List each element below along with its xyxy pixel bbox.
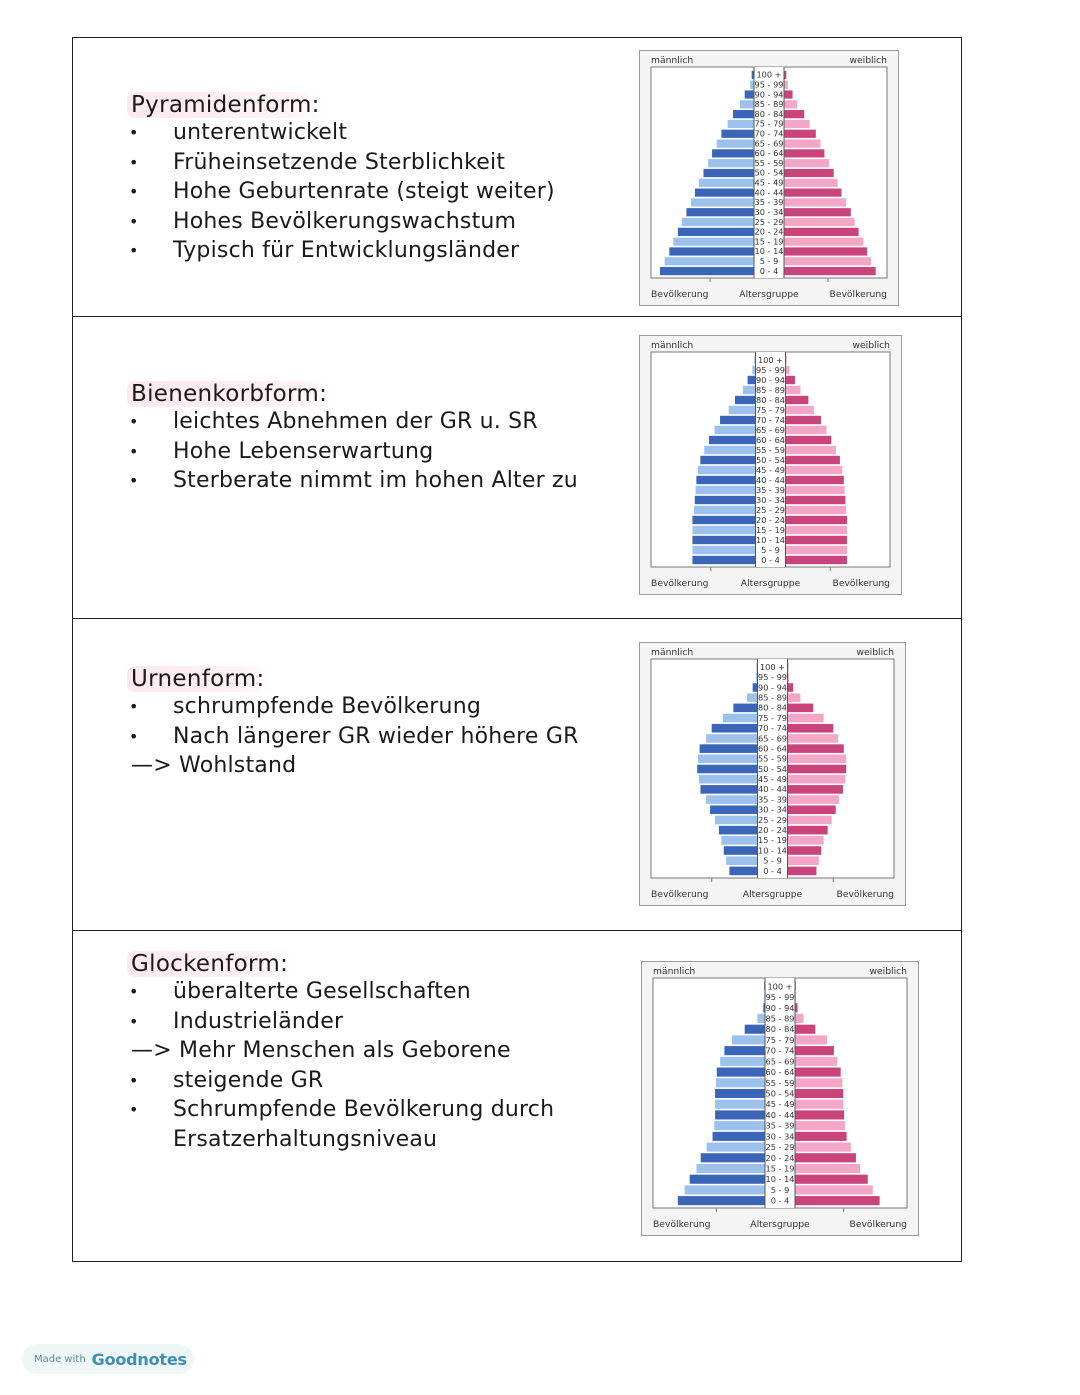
- male-bar: [678, 1196, 765, 1205]
- female-bar: [786, 426, 827, 434]
- age-group-label: 70 - 74: [754, 128, 784, 139]
- male-bar: [700, 744, 758, 753]
- age-group-label: 55 - 59: [756, 444, 785, 455]
- made-with-goodnotes-badge: [22, 1344, 194, 1374]
- male-bar: [721, 836, 757, 845]
- age-group-label: 20 - 24: [754, 226, 784, 237]
- male-bar: [692, 526, 755, 534]
- age-group-label: 40 - 44: [754, 187, 784, 198]
- female-bar: [788, 826, 828, 835]
- age-group-label: 15 - 19: [756, 524, 785, 535]
- age-group-label: 30 - 34: [754, 206, 784, 217]
- female-label: weiblich: [856, 647, 894, 658]
- male-bar: [719, 826, 758, 835]
- age-group-label: 100 +: [757, 354, 784, 365]
- male-bar: [733, 110, 754, 118]
- age-group-label: 95 - 99: [758, 672, 787, 683]
- age-group-label: 35 - 39: [758, 794, 787, 805]
- age-group-label: 95 - 99: [756, 364, 785, 375]
- female-bar: [795, 1110, 844, 1119]
- female-bar: [788, 846, 822, 855]
- male-bar: [685, 1185, 765, 1194]
- female-bar: [786, 506, 847, 514]
- age-group-label: 55 - 59: [758, 753, 787, 764]
- note-line: • überalterte Gesellschaften: [131, 977, 554, 1007]
- female-bar: [795, 1121, 845, 1130]
- male-bar: [713, 1132, 765, 1141]
- female-bar: [784, 189, 841, 197]
- female-bar: [784, 267, 876, 275]
- male-bar: [690, 1175, 765, 1184]
- female-bar: [786, 376, 795, 384]
- male-bar: [710, 805, 757, 814]
- age-group-label: 45 - 49: [765, 1099, 795, 1110]
- age-group-label: 60 - 64: [765, 1067, 795, 1078]
- age-group-label: 95 - 99: [754, 79, 784, 90]
- female-bar: [786, 536, 848, 544]
- female-bar: [786, 446, 836, 454]
- male-bar: [715, 1100, 765, 1109]
- female-bar: [786, 526, 848, 534]
- female-label: weiblich: [869, 966, 907, 977]
- age-group-label: 50 - 54: [758, 763, 787, 774]
- male-bar: [698, 466, 756, 474]
- age-group-label: 45 - 49: [756, 464, 785, 475]
- age-group-label: 80 - 84: [754, 108, 784, 119]
- female-bar: [795, 1153, 856, 1162]
- male-bar: [715, 426, 756, 434]
- male-bar: [721, 130, 754, 138]
- male-bar: [729, 406, 756, 414]
- female-bar: [788, 693, 801, 702]
- goodnotes-logo: Goodnotes: [91, 1349, 187, 1369]
- section-heading: Bienenkorbform:: [127, 381, 333, 407]
- age-group-label: 70 - 74: [765, 1045, 795, 1056]
- note-line: • Nach längerer GR wieder höhere GR: [131, 722, 579, 752]
- population-axis-label: Bevölkerung: [653, 1219, 711, 1230]
- age-group-label: 35 - 39: [754, 197, 784, 208]
- female-bar: [795, 1100, 843, 1109]
- male-bar: [696, 1164, 765, 1173]
- female-bar: [795, 1132, 847, 1141]
- pyramid-chart-glockenform: [641, 961, 919, 1236]
- age-group-label: 90 - 94: [754, 89, 784, 100]
- male-bar: [699, 179, 754, 187]
- female-bar: [788, 724, 834, 733]
- female-bar: [795, 1175, 868, 1184]
- female-bar: [788, 836, 824, 845]
- age-group-label: 75 - 79: [756, 404, 785, 415]
- male-bar: [698, 755, 757, 764]
- female-bar: [784, 257, 871, 265]
- female-bar: [795, 1046, 834, 1055]
- age-group-label: 0 - 4: [759, 265, 779, 276]
- age-group-label: 15 - 19: [754, 236, 784, 247]
- female-bar: [784, 198, 846, 206]
- female-bar: [786, 476, 844, 484]
- female-bar: [795, 1078, 842, 1087]
- female-bar: [784, 247, 867, 255]
- age-group-label: 5 - 9: [763, 855, 782, 866]
- population-axis-label: Bevölkerung: [651, 289, 709, 300]
- male-bar: [665, 257, 754, 265]
- male-bar: [696, 486, 756, 494]
- age-group-label: 20 - 24: [765, 1152, 795, 1163]
- female-bar: [784, 159, 829, 167]
- female-bar: [795, 1014, 803, 1023]
- male-bar: [692, 556, 755, 564]
- male-bar: [753, 683, 758, 692]
- male-bar: [748, 376, 756, 384]
- age-group-label: 35 - 39: [765, 1120, 795, 1131]
- male-bar: [728, 120, 754, 128]
- male-label: männlich: [651, 647, 694, 658]
- female-bar: [784, 130, 816, 138]
- note-line: • Früheinsetzende Sterblichkeit: [131, 148, 555, 178]
- male-bar: [716, 1078, 765, 1087]
- age-group-label: 60 - 64: [758, 743, 787, 754]
- age-group-label: 35 - 39: [756, 484, 785, 495]
- male-label: männlich: [653, 966, 696, 977]
- note-line: • leichtes Abnehmen der GR u. SR: [131, 407, 578, 437]
- female-bar: [786, 546, 848, 554]
- male-bar: [723, 714, 758, 723]
- age-group-label: 80 - 84: [758, 702, 787, 713]
- male-bar: [692, 516, 755, 524]
- male-bar: [745, 90, 754, 98]
- age-group-label: 65 - 69: [758, 733, 787, 744]
- female-bar: [795, 1035, 827, 1044]
- age-group-label: 45 - 49: [758, 774, 787, 785]
- male-bar: [706, 795, 757, 804]
- age-group-label: 65 - 69: [756, 424, 785, 435]
- age-group-label: 40 - 44: [758, 784, 787, 795]
- female-bar: [784, 208, 851, 216]
- male-bar: [714, 1121, 765, 1130]
- female-bar: [784, 238, 863, 246]
- population-axis-label: Bevölkerung: [836, 889, 894, 900]
- age-group-label: 70 - 74: [758, 723, 787, 734]
- male-bar: [717, 139, 754, 147]
- age-group-label: 30 - 34: [756, 494, 785, 505]
- female-bar: [788, 785, 843, 794]
- section-notes: [131, 92, 555, 266]
- age-group-label: 40 - 44: [756, 474, 785, 485]
- age-group-label: 5 - 9: [770, 1184, 790, 1195]
- female-bar: [788, 683, 794, 692]
- age-group-label: 0 - 4: [770, 1195, 790, 1206]
- age-group-label: 80 - 84: [765, 1024, 795, 1035]
- male-bar: [695, 496, 756, 504]
- female-bar: [795, 1196, 880, 1205]
- male-bar: [694, 506, 756, 514]
- age-group-label: 85 - 89: [765, 1013, 795, 1024]
- male-bar: [712, 724, 758, 733]
- female-bar: [786, 436, 832, 444]
- male-bar: [699, 775, 758, 784]
- age-group-label: 55 - 59: [765, 1077, 795, 1088]
- male-bar: [717, 1068, 765, 1077]
- age-group-label: 15 - 19: [765, 1163, 795, 1174]
- age-group-label: 50 - 54: [756, 454, 785, 465]
- age-group-label: 75 - 79: [754, 118, 784, 129]
- male-bar: [669, 247, 754, 255]
- note-line: —> Wohlstand: [131, 753, 297, 778]
- male-bar: [715, 1110, 765, 1119]
- male-bar: [735, 396, 756, 404]
- age-group-label: 55 - 59: [754, 157, 784, 168]
- female-label: weiblich: [852, 340, 890, 351]
- male-bar: [704, 169, 755, 177]
- age-group-label: 90 - 94: [765, 1002, 795, 1013]
- female-bar: [788, 704, 814, 713]
- female-bar: [788, 765, 847, 774]
- female-bar: [784, 179, 838, 187]
- age-group-label: 100 +: [756, 69, 782, 80]
- female-bar: [786, 406, 814, 414]
- male-bar: [686, 208, 754, 216]
- female-bar: [784, 110, 804, 118]
- female-bar: [786, 366, 790, 374]
- male-bar: [733, 704, 757, 713]
- section-heading: Urnenform:: [127, 666, 271, 692]
- age-group-label: 25 - 29: [756, 504, 785, 515]
- note-line: —> Mehr Menschen als Geborene: [131, 1038, 511, 1063]
- population-axis-label: Bevölkerung: [651, 889, 709, 900]
- note-line: • Sterberate nimmt im hohen Alter zu: [131, 466, 578, 496]
- male-bar: [706, 734, 757, 743]
- population-axis-label: Bevölkerung: [849, 1219, 907, 1230]
- male-bar: [729, 867, 757, 876]
- female-bar: [784, 120, 810, 128]
- age-group-label: 90 - 94: [756, 374, 785, 385]
- male-bar: [726, 856, 757, 865]
- age-group-label: 10 - 14: [758, 845, 787, 856]
- age-group-label: 15 - 19: [758, 835, 787, 846]
- male-bar: [673, 238, 754, 246]
- female-bar: [788, 775, 846, 784]
- female-bar: [784, 169, 834, 177]
- age-group-axis-label: Altersgruppe: [739, 289, 799, 300]
- age-group-label: 40 - 44: [765, 1109, 795, 1120]
- age-group-label: 75 - 79: [765, 1034, 795, 1045]
- note-line: • Industrieländer: [131, 1007, 554, 1037]
- female-bar: [795, 1185, 873, 1194]
- age-group-label: 100 +: [759, 661, 786, 672]
- age-group-label: 0 - 4: [761, 554, 780, 565]
- age-group-label: 80 - 84: [756, 394, 785, 405]
- age-group-label: 50 - 54: [765, 1088, 795, 1099]
- age-group-label: 90 - 94: [758, 682, 787, 693]
- female-bar: [786, 416, 821, 424]
- age-group-axis-label: Altersgruppe: [740, 578, 801, 589]
- male-bar: [720, 416, 755, 424]
- male-bar: [712, 149, 754, 157]
- male-label: männlich: [651, 340, 694, 351]
- male-bar: [715, 816, 758, 825]
- male-bar: [700, 456, 755, 464]
- female-bar: [788, 805, 836, 814]
- female-bar: [786, 456, 840, 464]
- age-group-label: 45 - 49: [754, 177, 784, 188]
- female-bar: [784, 90, 793, 98]
- female-bar: [786, 516, 848, 524]
- female-bar: [788, 734, 839, 743]
- male-bar: [682, 218, 754, 226]
- male-bar: [750, 81, 754, 89]
- made-with-label: Made with: [34, 1353, 86, 1365]
- age-group-label: 85 - 89: [754, 99, 784, 110]
- female-bar: [784, 149, 824, 157]
- age-group-label: 10 - 14: [756, 534, 785, 545]
- age-group-label: 85 - 89: [756, 384, 785, 395]
- male-bar: [747, 693, 757, 702]
- female-bar: [788, 856, 819, 865]
- male-bar: [692, 546, 755, 554]
- note-line: • Schrumpfende Bevölkerung durch: [131, 1095, 554, 1125]
- age-group-label: 10 - 14: [754, 246, 784, 257]
- pyramid-chart-pyramidenform: [639, 50, 899, 306]
- female-bar: [786, 556, 848, 564]
- male-bar: [724, 1046, 765, 1055]
- age-group-label: 25 - 29: [758, 814, 787, 825]
- age-group-label: 65 - 69: [765, 1056, 795, 1067]
- note-line: • schrumpfende Bevölkerung: [131, 692, 579, 722]
- note-line: • Hohes Bevölkerungswachstum: [131, 207, 555, 237]
- male-bar: [700, 785, 757, 794]
- female-bar: [788, 816, 832, 825]
- male-bar: [743, 386, 756, 394]
- age-group-label: 70 - 74: [756, 414, 785, 425]
- male-bar: [740, 100, 754, 108]
- note-line: • unterentwickelt: [131, 118, 555, 148]
- male-bar: [660, 267, 754, 275]
- age-group-label: 10 - 14: [765, 1174, 795, 1185]
- age-group-axis-label: Altersgruppe: [750, 1219, 810, 1230]
- female-bar: [784, 228, 859, 236]
- age-group-label: 60 - 64: [754, 148, 784, 159]
- age-group-label: 30 - 34: [758, 804, 787, 815]
- female-bar: [788, 795, 839, 804]
- age-group-label: 0 - 4: [763, 865, 782, 876]
- age-group-axis-label: Altersgruppe: [742, 889, 803, 900]
- male-bar: [709, 436, 756, 444]
- section-notes: [131, 666, 579, 781]
- age-group-label: 100 +: [767, 981, 793, 992]
- age-group-label: 60 - 64: [756, 434, 785, 445]
- section-heading: Glockenform:: [127, 951, 294, 977]
- male-bar: [707, 1143, 765, 1152]
- female-bar: [795, 1057, 837, 1066]
- note-line: • steigende GR: [131, 1066, 554, 1096]
- female-bar: [795, 1143, 851, 1152]
- pyramid-chart-bienenkorbform: [639, 335, 902, 595]
- male-bar: [720, 1057, 765, 1066]
- note-line: Ersatzerhaltungsniveau: [173, 1126, 438, 1152]
- age-group-label: 25 - 29: [754, 216, 784, 227]
- male-bar: [696, 476, 755, 484]
- male-bar: [697, 765, 757, 774]
- population-axis-label: Bevölkerung: [651, 578, 709, 589]
- age-group-label: 5 - 9: [759, 256, 779, 267]
- note-line: • Hohe Geburtenrate (steigt weiter): [131, 177, 555, 207]
- female-bar: [786, 466, 843, 474]
- female-bar: [795, 1025, 815, 1034]
- age-group-label: 95 - 99: [765, 992, 795, 1003]
- population-axis-label: Bevölkerung: [829, 289, 887, 300]
- female-bar: [788, 714, 824, 723]
- male-bar: [715, 1089, 765, 1098]
- male-bar: [708, 159, 754, 167]
- female-bar: [788, 744, 844, 753]
- female-bar: [784, 81, 788, 89]
- male-label: männlich: [651, 55, 694, 66]
- pyramid-chart-urnenform: [639, 642, 906, 906]
- female-bar: [788, 867, 817, 876]
- female-bar: [784, 139, 821, 147]
- female-bar: [784, 100, 797, 108]
- female-bar: [786, 486, 845, 494]
- female-bar: [786, 496, 846, 504]
- male-bar: [724, 846, 758, 855]
- age-group-label: 85 - 89: [758, 692, 787, 703]
- male-bar: [678, 228, 754, 236]
- female-bar: [788, 755, 847, 764]
- female-bar: [784, 218, 855, 226]
- age-group-label: 25 - 29: [765, 1142, 795, 1153]
- age-group-label: 75 - 79: [758, 712, 787, 723]
- female-bar: [786, 386, 801, 394]
- female-bar: [795, 1068, 841, 1077]
- male-bar: [745, 1025, 765, 1034]
- age-group-label: 20 - 24: [756, 514, 785, 525]
- age-group-label: 65 - 69: [754, 138, 784, 149]
- female-bar: [795, 1164, 860, 1173]
- section-notes: [131, 951, 554, 1154]
- female-label: weiblich: [849, 55, 887, 66]
- age-group-label: 20 - 24: [758, 824, 787, 835]
- age-group-label: 30 - 34: [765, 1131, 795, 1142]
- age-group-label: 5 - 9: [761, 544, 780, 555]
- population-axis-label: Bevölkerung: [832, 578, 890, 589]
- section-notes: [131, 381, 578, 496]
- female-bar: [795, 1089, 843, 1098]
- male-bar: [695, 189, 754, 197]
- male-bar: [704, 446, 755, 454]
- male-bar: [757, 1014, 765, 1023]
- male-bar: [732, 1035, 765, 1044]
- note-line: • Typisch für Entwicklungsländer: [131, 236, 555, 266]
- age-group-label: 50 - 54: [754, 167, 784, 178]
- female-bar: [786, 396, 809, 404]
- male-bar: [692, 536, 755, 544]
- section-heading: Pyramidenform:: [127, 92, 326, 118]
- note-line: • Hohe Lebenserwartung: [131, 437, 578, 467]
- male-bar: [691, 198, 754, 206]
- male-bar: [701, 1153, 765, 1162]
